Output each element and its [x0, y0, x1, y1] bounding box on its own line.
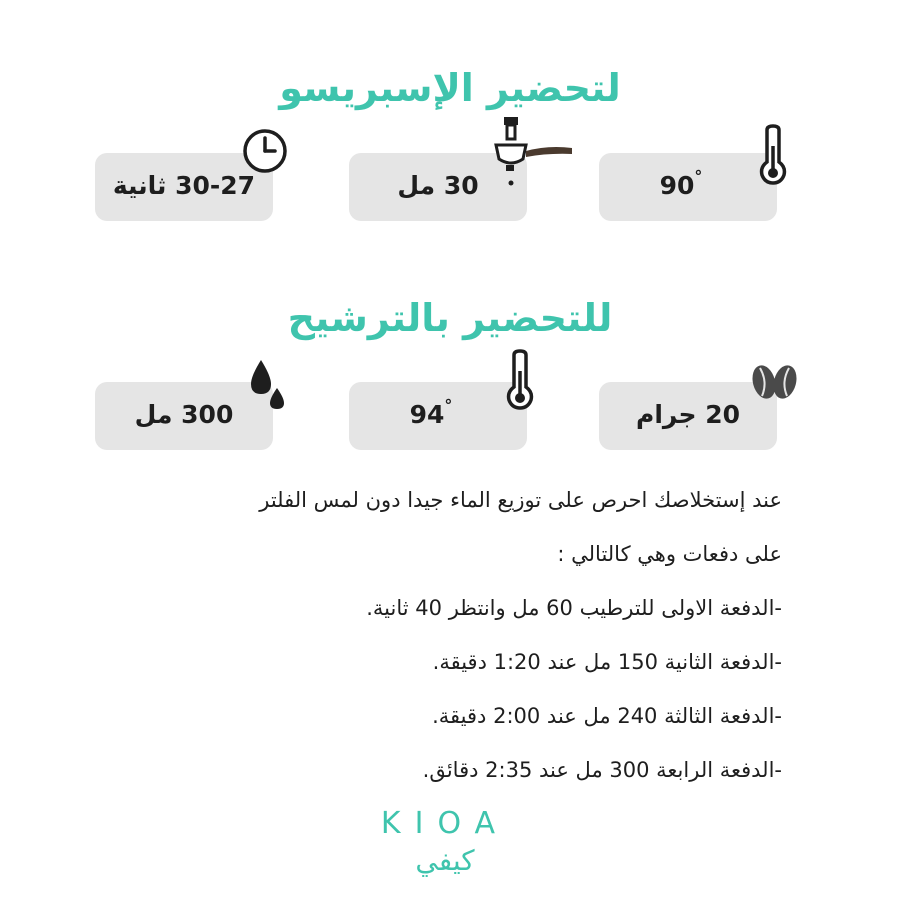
water-drops-icon — [245, 358, 289, 412]
filter-temperature-card — [349, 382, 527, 450]
logo-latin-text: KIOA — [380, 806, 510, 841]
espresso-temperature-value — [599, 167, 777, 200]
instruction-line: عند إستخلاصك احرص على توزيع الماء جيدا دون لمس الفلتر — [259, 488, 782, 512]
coffee-beans-icon — [750, 360, 800, 404]
instruction-line: -الدفعة الرابعة 300 مل عند 2:35 دقائق. — [422, 758, 782, 782]
logo-arabic-text: كيفي — [415, 844, 475, 877]
thermometer-icon — [505, 349, 535, 411]
degree-symbol: ° — [444, 396, 453, 415]
filter-temperature-value — [349, 396, 527, 429]
brand-logo — [380, 806, 510, 886]
instruction-line: -الدفعة الثالثة 240 مل عند 2:00 دقيقة. — [432, 704, 782, 728]
espresso-title: لتحضير الإسبريسو — [279, 66, 621, 110]
portafilter-icon — [490, 115, 580, 195]
instruction-line: على دفعات وهي كالتالي : — [557, 542, 782, 566]
instruction-line: -الدفعة الاولى للترطيب 60 مل وانتظر 40 ثانية. — [366, 596, 782, 620]
espresso-volume-value: 30 مل — [397, 171, 479, 200]
thermometer-icon — [758, 124, 788, 186]
filter-title: للتحضير بالترشيح — [287, 296, 613, 340]
filter-temperature-number: 94 — [409, 400, 445, 429]
espresso-temperature-number: 90 — [659, 171, 695, 200]
espresso-temperature-card — [599, 153, 777, 221]
instruction-line: -الدفعة الثانية 150 مل عند 1:20 دقيقة. — [432, 650, 782, 674]
filter-coffee-value: 20 جرام — [636, 400, 740, 429]
filter-water-value: 300 مل — [134, 400, 234, 429]
degree-symbol: ° — [694, 167, 703, 186]
brewing-instructions — [102, 480, 782, 804]
espresso-time-value: 30-27 ثانية — [112, 171, 256, 200]
clock-icon — [240, 126, 290, 176]
